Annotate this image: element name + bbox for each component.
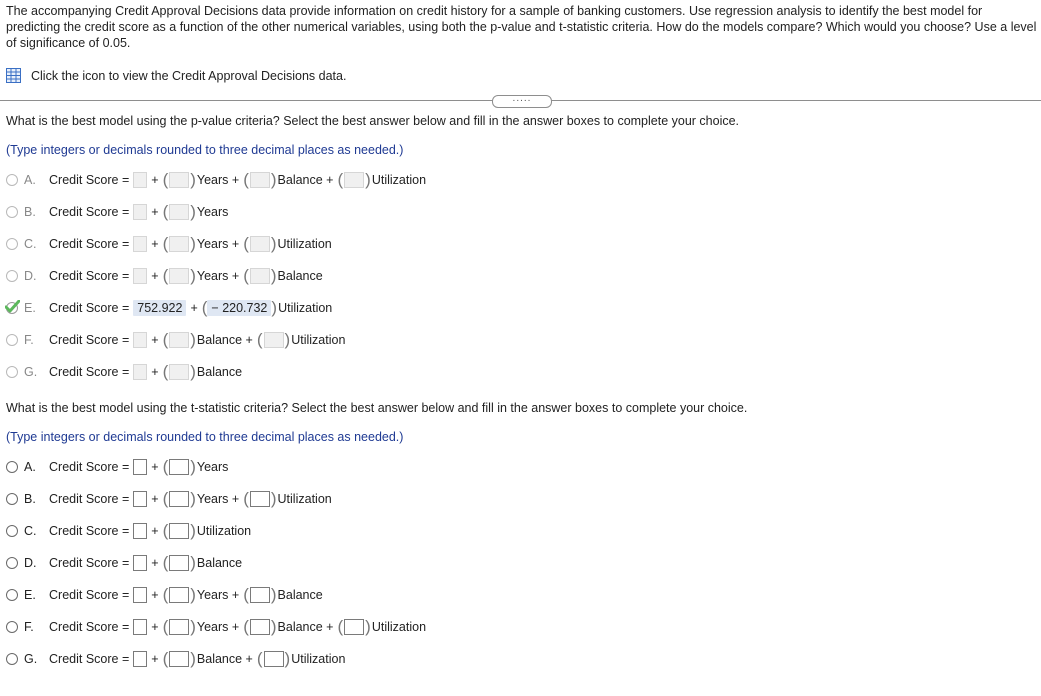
option-letter: D. [24, 556, 37, 570]
coefficient-input[interactable] [344, 172, 364, 188]
plus-sign: + [151, 269, 159, 283]
intercept-input[interactable] [133, 491, 147, 507]
intercept-input[interactable] [133, 523, 147, 539]
term-label: Balance + [277, 173, 334, 187]
q2-option-g[interactable]: G. Credit Score = + ( ) Balance + ( ) Utilization [6, 648, 349, 670]
coefficient-input[interactable] [250, 587, 270, 603]
credit-score-label: Credit Score = [49, 237, 130, 251]
intercept-input[interactable] [133, 332, 147, 348]
term-label: Utilization [277, 237, 332, 251]
coefficient-input[interactable] [169, 619, 189, 635]
term-label: Years [196, 460, 229, 474]
term-label: Years + [196, 269, 240, 283]
intercept-input[interactable] [133, 459, 147, 475]
term-label: Years + [196, 620, 240, 634]
coefficient-input[interactable] [169, 491, 189, 507]
plus-sign: + [151, 620, 159, 634]
credit-score-label: Credit Score = [49, 460, 130, 474]
credit-score-label: Credit Score = [49, 205, 130, 219]
coefficient-input[interactable] [169, 651, 189, 667]
term-label: Utilization [278, 301, 333, 315]
intercept-input[interactable] [133, 555, 147, 571]
credit-score-label: Credit Score = [49, 333, 130, 347]
radio-button[interactable] [6, 653, 18, 665]
coefficient-input[interactable] [169, 204, 189, 220]
radio-button[interactable] [6, 621, 18, 633]
plus-sign: + [151, 333, 159, 347]
q2-option-d[interactable]: D. Credit Score = + ( ) Balance [6, 552, 246, 574]
q1-option-c[interactable]: C. Credit Score = + ( ) Years + ( ) Utilization [6, 233, 336, 255]
plus-sign: + [151, 524, 159, 538]
option-letter: A. [24, 460, 36, 474]
term-label: Utilization [371, 173, 427, 187]
coefficient-input[interactable] [264, 332, 284, 348]
plus-sign: + [151, 652, 159, 666]
plus-sign: + [190, 301, 198, 315]
credit-score-label: Credit Score = [49, 620, 130, 634]
coefficient-input[interactable] [250, 236, 270, 252]
q2-option-c[interactable]: C. Credit Score = + ( ) Utilization [6, 520, 255, 542]
option-letter: G. [24, 652, 38, 666]
option-letter: E. [24, 301, 36, 315]
problem-statement: The accompanying Credit Approval Decisions data provide information on credit history for a sample of banking customers. Use regression analysis to identify the best model for predicting the credit score as a function of the other numerical variables, using both the p-value and t-statistic criteria. How do the models compare? Which would you choose? Use a level of significance of 0.05. [6, 4, 1037, 50]
q1-option-d[interactable]: D. Credit Score = + ( ) Years + ( ) Balance [6, 265, 327, 287]
option-letter: B. [24, 492, 36, 506]
coefficient-input[interactable] [250, 619, 270, 635]
term-label: Balance [277, 269, 323, 283]
selected-radio[interactable] [6, 302, 18, 314]
q2-option-f[interactable]: F. Credit Score = + ( ) Years + ( ) Balance + ( ) Utilization [6, 616, 430, 638]
question-2-instruction: (Type integers or decimals rounded to three decimal places as needed.) [6, 430, 404, 444]
credit-score-label: Credit Score = [49, 588, 130, 602]
plus-sign: + [151, 460, 159, 474]
intercept-input[interactable] [133, 204, 147, 220]
option-letter: F. [24, 333, 34, 347]
plus-sign: + [151, 588, 159, 602]
q1-option-f[interactable]: F. Credit Score = + ( ) Balance + ( ) Utilization [6, 329, 349, 351]
radio-button[interactable] [6, 270, 18, 282]
term-label: Years + [196, 588, 240, 602]
term-label: Years + [196, 492, 240, 506]
radio-button[interactable] [6, 238, 18, 250]
term-label: Balance + [196, 333, 253, 347]
radio-button[interactable] [6, 206, 18, 218]
option-letter: G. [24, 365, 38, 379]
coefficient-input[interactable] [169, 332, 189, 348]
radio-button[interactable] [6, 525, 18, 537]
q1-option-g[interactable]: G. Credit Score = + ( ) Balance [6, 361, 246, 383]
coefficient-input[interactable] [250, 172, 270, 188]
term-label: Years + [196, 173, 240, 187]
coefficient-input[interactable] [169, 587, 189, 603]
coefficient-input[interactable] [169, 236, 189, 252]
intercept-input[interactable] [133, 619, 147, 635]
term-label: Utilization [291, 652, 346, 666]
q1-option-e[interactable]: E. Credit Score = 752.922 + ( − 220.732 ) Utilization [6, 297, 336, 319]
radio-button[interactable] [6, 589, 18, 601]
coefficient-input[interactable] [264, 651, 284, 667]
term-label: Balance + [196, 652, 253, 666]
intercept-input[interactable] [133, 587, 147, 603]
coefficient-answer[interactable]: − 220.732 [207, 300, 271, 316]
plus-sign: + [151, 492, 159, 506]
plus-sign: + [151, 205, 159, 219]
intercept-input[interactable] [133, 651, 147, 667]
credit-score-label: Credit Score = [49, 492, 130, 506]
coefficient-input[interactable] [169, 172, 189, 188]
coefficient-input[interactable] [169, 268, 189, 284]
term-label: Utilization [291, 333, 346, 347]
plus-sign: + [151, 237, 159, 251]
radio-button[interactable] [6, 174, 18, 186]
question-1-instruction: (Type integers or decimals rounded to three decimal places as needed.) [6, 143, 404, 157]
intercept-answer[interactable]: 752.922 [133, 300, 186, 316]
option-letter: F. [24, 620, 34, 634]
plus-sign: + [151, 556, 159, 570]
green-check-icon [5, 300, 20, 314]
term-label: Years + [196, 237, 240, 251]
term-label: Utilization [277, 492, 332, 506]
credit-score-label: Credit Score = [49, 556, 130, 570]
option-letter: B. [24, 205, 36, 219]
coefficient-input[interactable] [169, 459, 189, 475]
credit-score-label: Credit Score = [49, 652, 130, 666]
option-letter: C. [24, 524, 37, 538]
q2-option-e[interactable]: E. Credit Score = + ( ) Years + ( ) Balance [6, 584, 327, 606]
radio-button[interactable] [6, 366, 18, 378]
q2-option-b[interactable]: B. Credit Score = + ( ) Years + ( ) Utilization [6, 488, 336, 510]
term-label: Utilization [371, 620, 427, 634]
credit-score-label: Credit Score = [49, 524, 130, 538]
coefficient-input[interactable] [344, 619, 364, 635]
coefficient-input[interactable] [169, 364, 189, 380]
term-label: Years [196, 205, 229, 219]
option-letter: A. [24, 173, 36, 187]
coefficient-input[interactable] [169, 555, 189, 571]
q1-option-b[interactable]: B. Credit Score = + ( ) Years [6, 201, 232, 223]
q1-option-a[interactable]: A. Credit Score = + ( ) Years + ( ) Balance + ( ) Utilization [6, 169, 430, 191]
intercept-input[interactable] [133, 172, 147, 188]
intercept-input[interactable] [133, 364, 147, 380]
expand-more-button[interactable]: ..... [492, 95, 552, 108]
radio-button[interactable] [6, 334, 18, 346]
plus-sign: + [151, 173, 159, 187]
coefficient-input[interactable] [250, 268, 270, 284]
credit-score-label: Credit Score = [49, 269, 130, 283]
option-letter: E. [24, 588, 36, 602]
radio-button[interactable] [6, 557, 18, 569]
intercept-input[interactable] [133, 236, 147, 252]
question-2-text: What is the best model using the t-statistic criteria? Select the best answer below and fill in the answer boxes to complete your choice. [6, 401, 748, 415]
term-label: Utilization [196, 524, 252, 538]
term-label: Balance [196, 556, 243, 570]
term-label: Balance [277, 588, 323, 602]
option-letter: D. [24, 269, 37, 283]
radio-button[interactable] [6, 493, 18, 505]
coefficient-input[interactable] [250, 491, 270, 507]
data-link[interactable] [6, 68, 346, 83]
intercept-input[interactable] [133, 268, 147, 284]
credit-score-label: Credit Score = [49, 173, 130, 187]
plus-sign: + [151, 365, 159, 379]
radio-button[interactable] [6, 461, 18, 473]
coefficient-input[interactable] [169, 523, 189, 539]
q2-option-a[interactable]: A. Credit Score = + ( ) Years [6, 456, 232, 478]
table-grid-icon[interactable] [6, 68, 21, 83]
option-letter: C. [24, 237, 37, 251]
question-1-text: What is the best model using the p-value criteria? Select the best answer below and fill in the answer boxes to complete your choice. [6, 114, 740, 128]
term-label: Balance [196, 365, 243, 379]
term-label: Balance + [277, 620, 334, 634]
credit-score-label: Credit Score = [49, 365, 130, 379]
data-link-text[interactable]: Click the icon to view the Credit Approval Decisions data. [31, 68, 347, 83]
credit-score-label: Credit Score = [49, 301, 130, 315]
